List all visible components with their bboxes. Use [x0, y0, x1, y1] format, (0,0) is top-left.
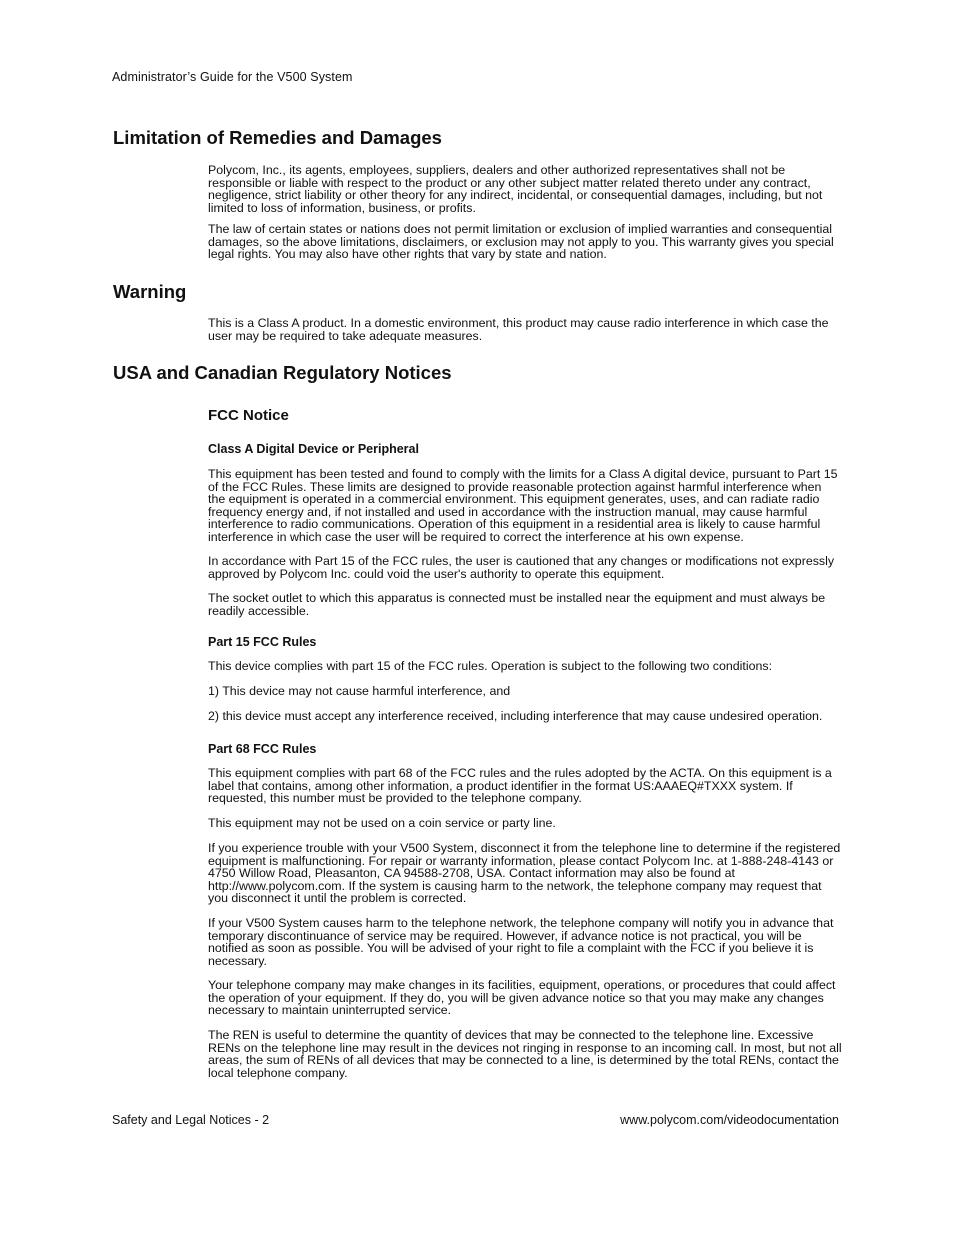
limitation-paragraph-2: The law of certain states or nations does not permit limitation or exclusion of implied warranties and consequential damages, so the above limitations, disclaimers, or exclusion may not apply to you. This warranty gives you special legal rights. You may also have other rights that vary by state and nation.: [208, 222, 834, 262]
part68-paragraph-1: This equipment complies with part 68 of the FCC rules and the rules adopted by the ACTA. On this equipment is a label that contains, among other information, a product identifier in the format US:AAAEQ#TXXX system. If requested, this number must be provided to the telephone company.: [208, 766, 832, 806]
footer-page-label: Safety and Legal Notices - 2: [112, 1113, 270, 1127]
heading-class-a: Class A Digital Device or Peripheral: [208, 442, 419, 456]
heading-fcc-notice: FCC Notice: [208, 407, 289, 424]
heading-warning: Warning: [113, 281, 187, 302]
footer-url: www.polycom.com/videodocumentation: [620, 1113, 839, 1127]
heading-part15: Part 15 FCC Rules: [208, 635, 317, 649]
heading-part68: Part 68 FCC Rules: [208, 742, 317, 756]
class-a-paragraph-2: In accordance with Part 15 of the FCC rules, the user is cautioned that any changes or modifications not expressly approved by Polycom Inc. could void the user's authority to operate this equipment.: [208, 554, 835, 581]
part15-paragraph-3: 2) this device must accept any interference received, including interference that may cause undesired operation.: [208, 709, 823, 723]
part68-paragraph-4: If your V500 System causes harm to the telephone network, the telephone company will notify you in advance that temporary discontinuance of service may be required. However, if advance notice is not practical, you will be notified as soon as possible. You will be advised of your right to file a complaint with the FCC if you believe it is necessary.: [208, 916, 834, 968]
heading-usa-canada: USA and Canadian Regulatory Notices: [113, 362, 452, 383]
limitation-paragraph-1: Polycom, Inc., its agents, employees, suppliers, dealers and other authorized representatives shall not be responsible or liable with respect to the product or any other subject matter related thereto under any contract, negligence, strict liability or other theory for any indirect, incidental, or consequential damages, including, but not limited to loss of information, business, or profits.: [208, 163, 823, 215]
part68-paragraph-5: Your telephone company may make changes in its facilities, equipment, operations, or procedures that could affect the operation of your equipment. If they do, you will be given advance notice so that you may make any changes necessary to maintain uninterrupted service.: [208, 978, 836, 1018]
part68-paragraph-3: If you experience trouble with your V500 System, disconnect it from the telephone line to determine if the registered equipment is malfunctioning. For repair or warranty information, please contact Polycom Inc. at 1-888-248-4143 or 4750 Willow Road, Pleasanton, CA 94588-2708, USA. Contact information may also be found at http://www.polycom.com. If the system is causing harm to the network, the telephone company may request that you disconnect it until the problem is corrected.: [208, 841, 841, 906]
part68-paragraph-2: This equipment may not be used on a coin service or party line.: [208, 816, 556, 830]
class-a-paragraph-3: The socket outlet to which this apparatus is connected must be installed near the equipment and must always be readily accessible.: [208, 591, 826, 618]
warning-paragraph: This is a Class A product. In a domestic environment, this product may cause radio interference in which case the user may be required to take adequate measures.: [208, 316, 829, 343]
part15-paragraph-1: This device complies with part 15 of the FCC rules. Operation is subject to the following two conditions:: [208, 659, 773, 673]
heading-limitation: Limitation of Remedies and Damages: [113, 127, 442, 148]
running-header: Administrator’s Guide for the V500 System: [112, 70, 353, 84]
part68-paragraph-6: The REN is useful to determine the quantity of devices that may be connected to the telephone line. Excessive RENs on the telephone line may result in the devices not ringing in response to an incoming call. In most, but not all areas, the sum of RENs of all devices that may be connected to a line, is determined by the total RENs, contact the local telephone company.: [208, 1028, 842, 1080]
part15-paragraph-2: 1) This device may not cause harmful interference, and: [208, 684, 511, 698]
class-a-paragraph-1: This equipment has been tested and found to comply with the limits for a Class A digital device, pursuant to Part 15 of the FCC Rules. These limits are designed to provide reasonable protection against harmful interference when the equipment is operated in a commercial environment. This equipment generates, uses, and can radiate radio frequency energy and, if not installed and used in accordance with the instruction manual, may cause harmful interference to radio communications. Operation of this equipment in a residential area is likely to cause harmful interference in which case the user will be required to correct the interference at his own expense.: [208, 467, 838, 544]
